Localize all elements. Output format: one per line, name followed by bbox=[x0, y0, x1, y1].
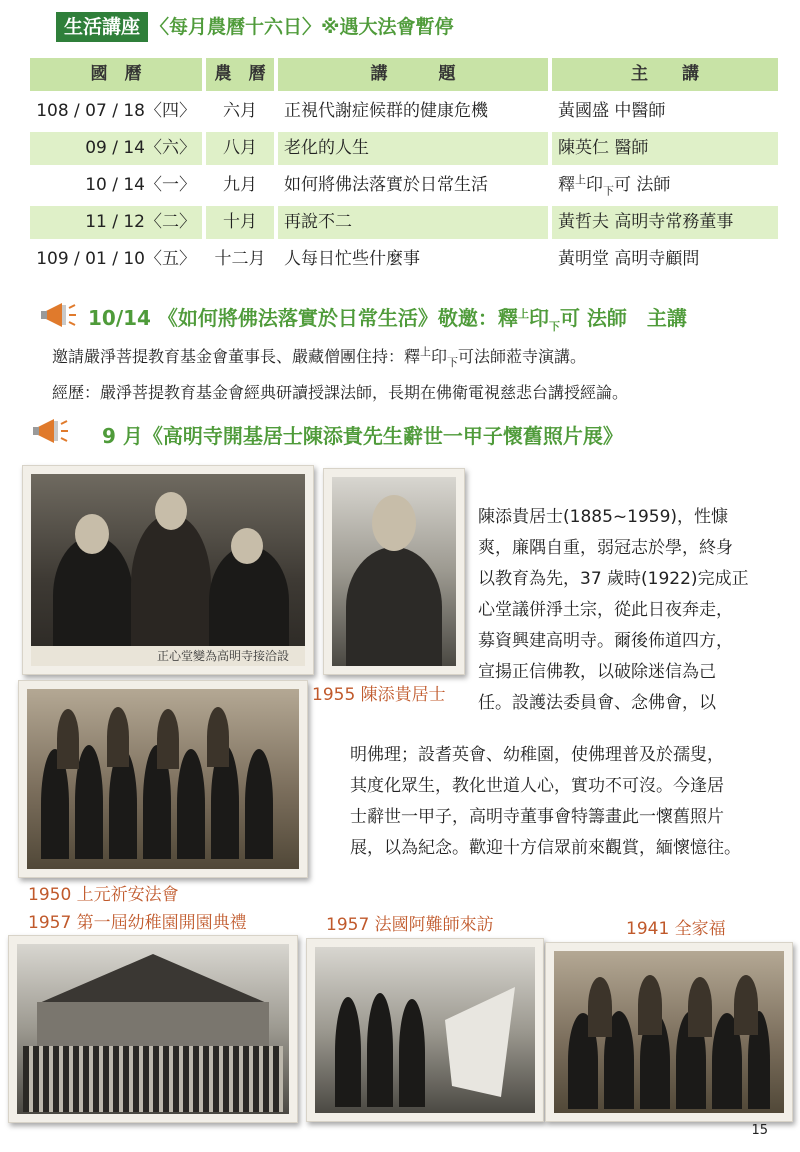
lecture-schedule-table bbox=[30, 56, 778, 278]
caption-kindergarten: 1957 第一屆幼稚園開園典禮 bbox=[28, 913, 247, 933]
row-topic: 再說不二 bbox=[278, 206, 548, 239]
row-speaker: 釋$^上$印$_下$可 法師 bbox=[558, 173, 671, 198]
photo-visit bbox=[306, 938, 544, 1122]
column-header-lunar: 農 曆 bbox=[206, 58, 274, 91]
photo-family bbox=[545, 942, 793, 1122]
page-number: 15 bbox=[751, 1123, 768, 1138]
section-tag: 生活講座 bbox=[56, 12, 148, 42]
caption-portrait: 1955 陳添貴居士 bbox=[312, 685, 446, 705]
caption-family: 1941 全家福 bbox=[626, 919, 726, 939]
row-speaker: 黃國盛 中醫師 bbox=[558, 101, 666, 121]
lecture-bio-text: 經歷：嚴淨菩提教育基金會經典研讀授課法師，長期在佛衛電視慈悲台講授經論。 bbox=[52, 383, 629, 402]
row-date: 10 / 14〈一〉 bbox=[85, 175, 196, 195]
exhibit-heading: 9 月《高明寺開基居士陳添貴先生辭世一甲子懷舊照片展》 bbox=[102, 424, 623, 448]
photo-kindergarten bbox=[8, 935, 298, 1123]
photo-portrait bbox=[323, 468, 465, 675]
table-row bbox=[30, 204, 778, 241]
row-lunar: 八月 bbox=[206, 132, 274, 165]
column-header-date: 國 曆 bbox=[30, 58, 202, 91]
table-row bbox=[30, 130, 778, 167]
lecture-heading: 10/14 《如何將佛法落實於日常生活》敬邀：釋$^上$印$_下$可 法師 主講 bbox=[88, 306, 687, 333]
section-subtitle: 〈每月農曆十六日〉※遇大法會暫停 bbox=[150, 16, 454, 38]
table-row bbox=[30, 241, 778, 278]
row-speaker: 黃哲夫 高明寺常務董事 bbox=[552, 206, 778, 239]
megaphone-icon bbox=[38, 300, 78, 330]
row-speaker: 陳英仁 醫師 bbox=[552, 132, 778, 165]
column-header-topic: 講 題 bbox=[278, 58, 548, 91]
row-topic: 正視代謝症候群的健康危機 bbox=[284, 101, 488, 121]
lecture-invite-text: 邀請嚴淨菩提教育基金會董事長、嚴藏僧團住持：釋$^上$印$_下$可法師蒞寺演講。 bbox=[52, 345, 587, 370]
row-lunar: 六月 bbox=[223, 101, 257, 121]
table-row bbox=[30, 93, 778, 130]
row-date: 11 / 12〈二〉 bbox=[30, 206, 202, 239]
row-date: 09 / 14〈六〉 bbox=[30, 132, 202, 165]
biography-paragraph: 陳添貴居士(1885~1959)，性慷 爽，廉隅自重，弱冠志於學，終身 以教育為先，37 歲時(1922)完成正 心堂議併淨土宗，從此日夜奔走， 募資興建高明寺。爾後佈道四方， 宣揚正信佛教，以破除迷信為己 任。設護法委員會、念佛會，以 bbox=[478, 507, 749, 713]
megaphone-icon bbox=[30, 416, 70, 446]
caption-visit: 1957 法國阿難師來訪 bbox=[326, 915, 494, 935]
row-lunar: 十月 bbox=[206, 206, 274, 239]
row-date: 109 / 01 / 10〈五〉 bbox=[36, 249, 196, 269]
photo-founders-group bbox=[22, 465, 314, 675]
row-date: 108 / 07 / 18〈四〉 bbox=[36, 101, 196, 121]
row-lunar: 十二月 bbox=[214, 249, 266, 269]
biography-paragraph-continued: 明佛理；設耆英會、幼稚園，使佛理普及於孺叟， 其度化眾生，教化世道人心，實功不可沒。今逢居 士辭世一甲子，高明寺董事會特籌畫此一懷舊照片 展，以為紀念。歡迎十方信眾前來觀賞，緬懷憶往。 bbox=[350, 745, 741, 858]
table-header-row bbox=[30, 56, 778, 93]
caption-assembly: 1950 上元祈安法會 bbox=[28, 885, 179, 905]
row-lunar: 九月 bbox=[223, 175, 257, 195]
row-topic: 如何將佛法落實於日常生活 bbox=[284, 175, 488, 195]
row-topic: 老化的人生 bbox=[278, 132, 548, 165]
row-speaker: 黃明堂 高明寺顧問 bbox=[558, 249, 700, 269]
photo-assembly bbox=[18, 680, 308, 878]
row-topic: 人每日忙些什麼事 bbox=[284, 249, 420, 269]
column-header-speaker: 主 講 bbox=[552, 58, 778, 91]
photo-banner-text: 正心堂變為高明寺接洽設 bbox=[31, 646, 305, 666]
table-row bbox=[30, 167, 778, 204]
